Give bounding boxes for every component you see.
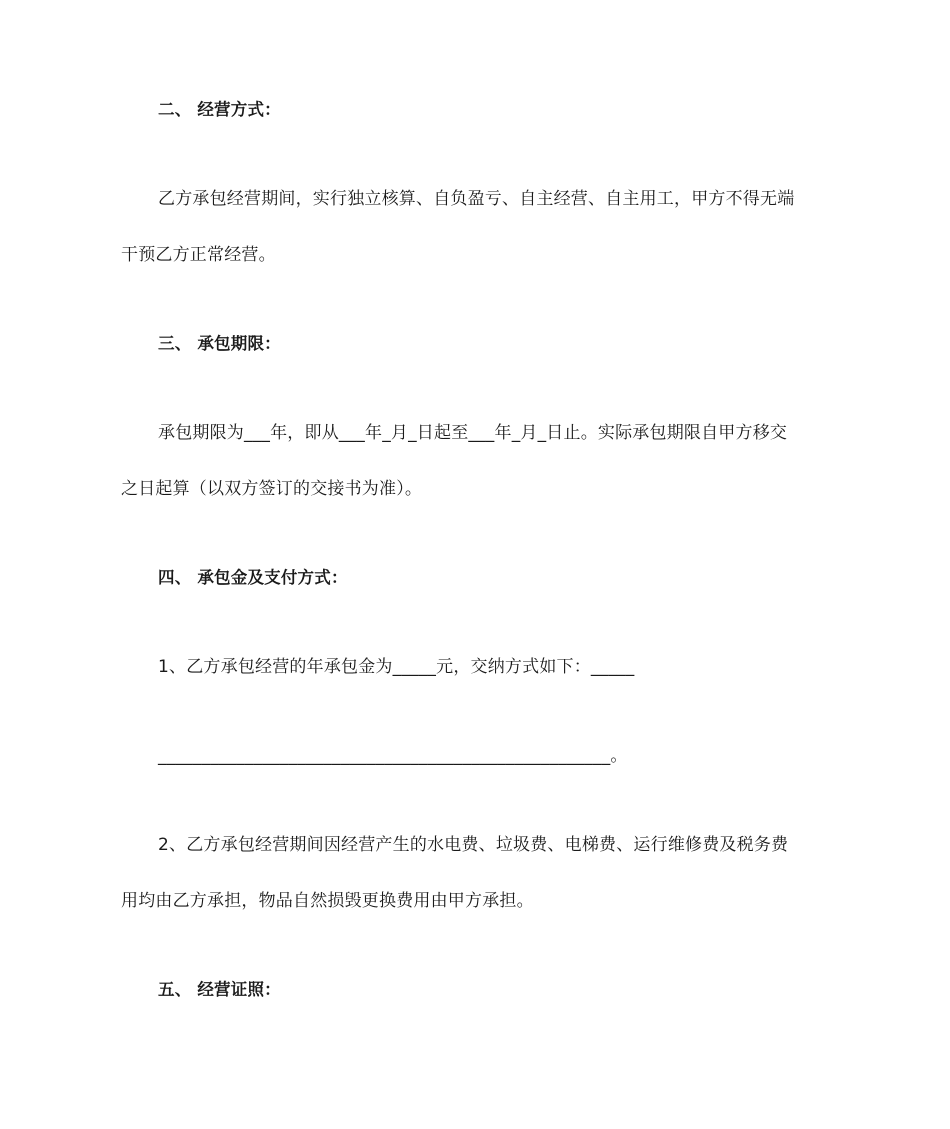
section-heading-contract-term: 三、 承包期限： (158, 334, 281, 353)
paragraph-line: 2、乙方承包经营期间因经营产生的水电费、垃圾费、电梯费、运行维修费及税务费 (158, 835, 789, 855)
paragraph-line: 用均由乙方承担，物品自然损毁更换费用由甲方承担。 (121, 891, 534, 911)
section-heading-business-license: 五、 经营证照： (158, 980, 281, 999)
paragraph-line: 之日起算（以双方签订的交接书为准）。 (121, 479, 423, 499)
paragraph-line: 1、乙方承包经营的年承包金为_____元，交纳方式如下：_____ (158, 657, 635, 677)
section-heading-operation-mode: 二、 经营方式： (158, 100, 281, 119)
paragraph-line: 乙方承包经营期间，实行独立核算、自负盈亏、自主经营、自主用工，甲方不得无端 (158, 189, 795, 209)
paragraph-line-blank: ____________________________________________________。 (158, 746, 628, 766)
section-heading-payment: 四、 承包金及支付方式： (158, 568, 348, 587)
paragraph-line: 承包期限为___年，即从___年_月_日起至___年_月_日止。实际承包期限自甲方移交 (158, 423, 788, 443)
paragraph-line: 干预乙方正常经营。 (121, 245, 276, 265)
